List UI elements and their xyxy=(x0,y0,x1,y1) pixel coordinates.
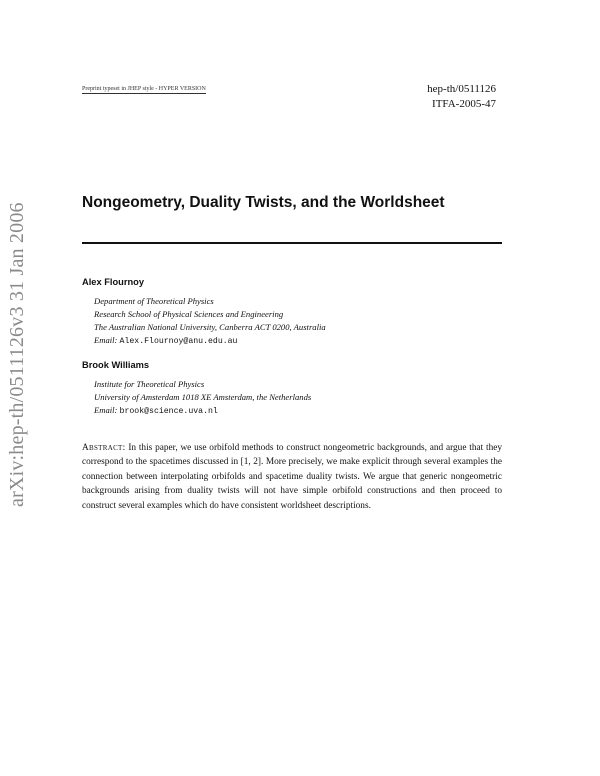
email-line xyxy=(94,334,237,348)
preprint-note: Preprint typeset in JHEP style - HYPER VERSION xyxy=(82,86,206,92)
affiliation-line: The Australian National University, Canberra ACT 0200, Australia xyxy=(94,322,326,332)
title-rule xyxy=(82,242,502,244)
affiliation-line: University of Amsterdam 1018 XE Amsterdam, the Netherlands xyxy=(94,392,312,402)
author-name: Alex Flournoy xyxy=(82,277,144,287)
email-line xyxy=(94,404,218,418)
email-link[interactable]: Alex.Flournoy@anu.edu.au xyxy=(119,337,238,346)
affiliation-line: Department of Theoretical Physics xyxy=(94,296,214,306)
email-label: Email: xyxy=(94,405,118,415)
arxiv-side-stamp: arXiv:hep-th/0511126v3 31 Jan 2006 xyxy=(6,202,28,507)
email-label: Email: xyxy=(94,335,118,345)
report-number-arxiv: hep-th/0511126 xyxy=(427,83,496,95)
abstract xyxy=(82,441,502,513)
paper-title: Nongeometry, Duality Twists, and the Worldsheet xyxy=(82,194,445,211)
email-link[interactable]: brook@science.uva.nl xyxy=(119,407,218,416)
report-number-itfa: ITFA-2005-47 xyxy=(432,98,496,110)
abstract-text: In this paper, we use orbifold methods to construct nongeometric backgrounds, and argue that they correspond to the spacetimes discussed in [1, 2]. More precisely, we make explicit through several examples the connection between interpolating orbifolds and spacetime duality twists. We argue that generic nongeometric backgrounds arising from duality twists will not have simple orbifold constructions and then proceed to construct several examples which do have consistent worldsheet descriptions. xyxy=(82,443,502,511)
affiliation-line: Institute for Theoretical Physics xyxy=(94,379,205,389)
author-name: Brook Williams xyxy=(82,360,150,370)
affiliation-line: Research School of Physical Sciences and Engineering xyxy=(94,309,284,319)
abstract-label: Abstract: xyxy=(82,443,126,453)
